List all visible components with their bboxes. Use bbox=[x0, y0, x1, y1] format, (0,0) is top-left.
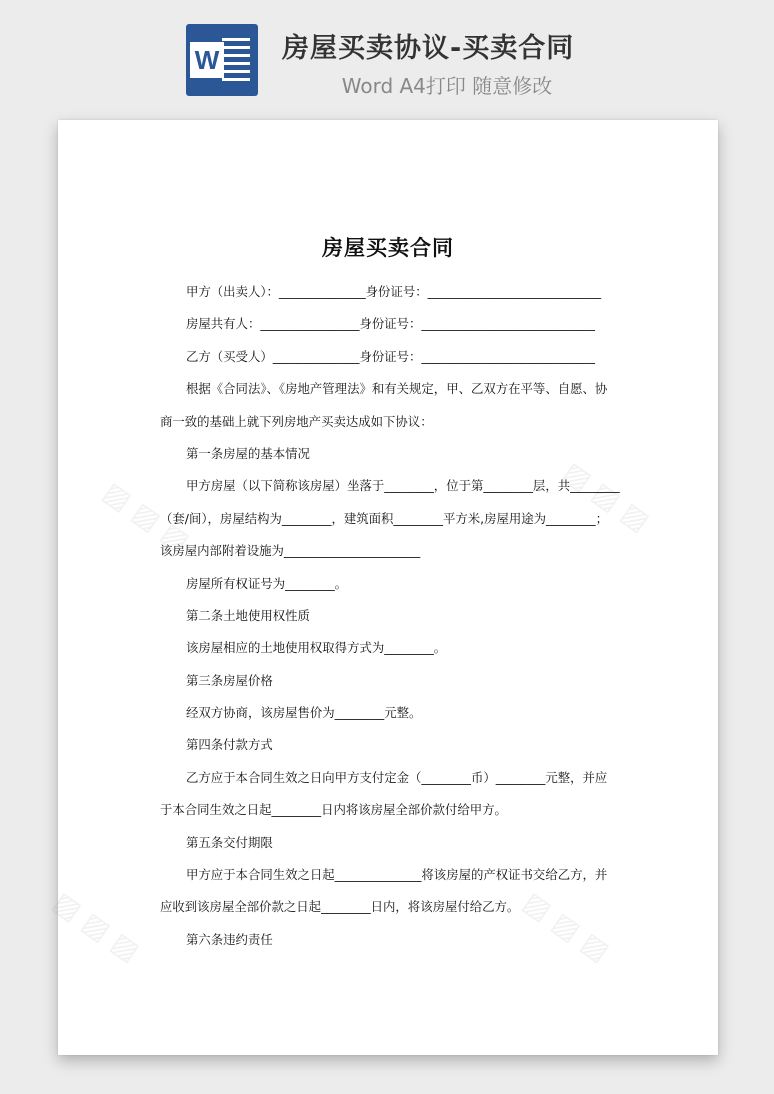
document-title: 房屋买卖合同 bbox=[322, 236, 454, 260]
doc-line: 房屋所有权证号为________。 bbox=[186, 575, 348, 591]
watermark-graphic: ▨ ▨ ▨ bbox=[97, 475, 196, 558]
watermark-graphic: ▨ ▨ ▨ bbox=[517, 885, 616, 968]
header bbox=[0, 0, 774, 110]
page-title: 房屋买卖协议-买卖合同 bbox=[282, 33, 575, 64]
doc-line: （套/间），房屋结构为________，建筑面积________平方米,房屋用途为________； bbox=[160, 510, 608, 526]
doc-line: 于本合同生效之日起________日内将该房屋全部价款付给甲方。 bbox=[160, 802, 507, 818]
word-icon bbox=[186, 24, 258, 96]
doc-line: 商一致的基础上就下列房地产买卖达成如下协议： bbox=[160, 413, 433, 429]
doc-line: 房屋共有人：________________身份证号：____________________________ bbox=[186, 316, 595, 332]
doc-line: 乙方应于本合同生效之日向甲方支付定金（________币）________元整，并应 bbox=[186, 769, 608, 785]
doc-line: 乙方（买受人）______________身份证号：____________________________ bbox=[186, 348, 595, 364]
word-icon-letter: W bbox=[190, 42, 224, 78]
doc-line: 应收到该房屋全部价款之日起________日内，将该房屋付给乙方。 bbox=[160, 899, 520, 915]
doc-line: 甲方房屋（以下简称该房屋）坐落于________，位于第________层，共________ bbox=[186, 478, 620, 494]
doc-line: 甲方（出卖人）：______________身份证号：____________________________ bbox=[186, 284, 602, 299]
document-body bbox=[160, 276, 620, 956]
doc-line: 第五条交付期限 bbox=[186, 834, 273, 850]
doc-line: 第二条土地使用权性质 bbox=[186, 607, 310, 623]
watermark-graphic: ▨ ▨ ▨ bbox=[557, 455, 656, 538]
page-subtitle: Word A4打印 随意修改 bbox=[341, 74, 553, 98]
doc-line: 该房屋内部附着设施为______________________ bbox=[160, 543, 421, 559]
doc-line: 第一条房屋的基本情况 bbox=[186, 445, 310, 461]
doc-line: 第三条房屋价格 bbox=[186, 672, 273, 688]
doc-line: 第四条付款方式 bbox=[186, 737, 273, 753]
watermark-graphic: ▨ ▨ ▨ bbox=[47, 885, 146, 968]
doc-line: 第六条违约责任 bbox=[186, 931, 273, 947]
document-page bbox=[47, 120, 718, 1055]
doc-line: 经双方协商，该房屋售价为________元整。 bbox=[186, 705, 422, 721]
doc-line: 根据《合同法》、《房地产管理法》和有关规定，甲、乙双方在平等、自愿、协 bbox=[186, 381, 608, 397]
doc-line: 该房屋相应的土地使用权取得方式为________。 bbox=[186, 640, 447, 656]
doc-line: 甲方应于本合同生效之日起______________将该房屋的产权证书交给乙方，并 bbox=[186, 867, 608, 883]
